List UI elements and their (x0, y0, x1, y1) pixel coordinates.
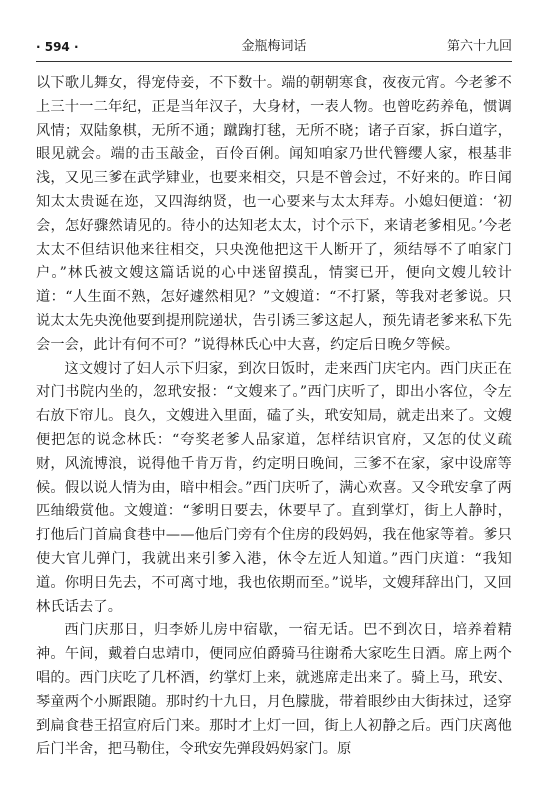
book-title: 金瓶梅词话 (241, 39, 307, 54)
body-text (36, 72, 512, 762)
page-number: · 594 · (36, 40, 79, 54)
header-rule (36, 61, 512, 62)
paragraph-2: 这文嫂讨了妇人示下归家，到次日饭时，走来西门庆宅内。西门庆正在对门书院内坐的，忽玳安报：“文嫂来了。”西门庆听了，即出小客位，令左右放下帘儿。良久，文嫂进入里面，磕了头，玳安知局，就走出来了。文嫂便把怎的说念林氏：“夸奖老爹人品家道，怎样结识官府，又怎的仗义疏财，风流博浪，说得他千肯万肯，约定明日晚间，三爹不在家，家中设席等候。假以说人情为由，暗中相会。”西门庆听了，满心欢喜。又令玳安拿了两匹䌷缎赏他。文嫂道：“爹明日要去，休要早了。直到掌灯，街上人静时，打他后门首扁食巷中——他后门旁有个住房的段妈妈，我在他家等着。爹只使大官儿弹门，我就出来引爹入港，休令左近人知道。”西门庆道：“我知道。你明日先去，不可离寸地，我也依期而至。”说毕，文嫂拜辞出门，又回林氏话去了。 (36, 360, 512, 615)
paragraph-3: 西门庆那日，归李娇儿房中宿歇，一宿无话。巴不到次日，培养着精神。午间，戴着白忠靖巾，便同应伯爵骑马往谢希大家吃生日酒。席上两个唱的。西门庆吃了几杯酒，约掌灯上来，就逃席走出来了。骑上马，玳安、琴童两个小厮跟随。那时约十九日，月色朦胧，带着眼纱由大街抹过，迳穿到扁食巷王招宣府后门来。那时才上灯一回，街上人初静之后。西门庆离他后门半舍，把马勒住，令玳安先弹段妈妈家门。原 (36, 622, 512, 758)
chapter-title: 第六十九回 (446, 39, 512, 54)
page-header (36, 36, 512, 58)
paragraph-1: 以下歌儿舞女，得宠侍妾，不下数十。端的朝朝寒食，夜夜元宵。今老爹不上三十一二年纪，正是当年汉子，大身材，一表人物。也曾吃药养龟，惯调风情；双陆象棋，无所不通；蹴踘打毬，无所不晓；诸子百家，拆白道字，眼见就会。端的击玉敲金，百伶百俐。闻知咱家乃世代簪缨人家，根基非浅，又见三爹在武学肄业，也要来相交，只是不曾会过，不好来的。昨日闻知太太贵诞在迩，又四海纳贤，也一心要来与太太拜寿。小媳妇便道：‘初会，怎好骤然请见的。待小的达知老太太，讨个示下，来请老爹相见。’今老太太不但结识他来往相交，只央浼他把这干人断开了，须结辱不了咱家门户。”林氏被文嫂这篇话说的心中迷留摸乱，情窦已开，便向文嫂儿较计道：“人生面不熟，怎好遽然相见？”文嫂道：“不打紧，等我对老爹说。只说太太先央浼他要到提刑院递状，告引诱三爹这起人，预先请老爹来私下先会一会，此计有何不可？”说得林氏心中大喜，约定后日晚夕等候。 (36, 75, 512, 353)
